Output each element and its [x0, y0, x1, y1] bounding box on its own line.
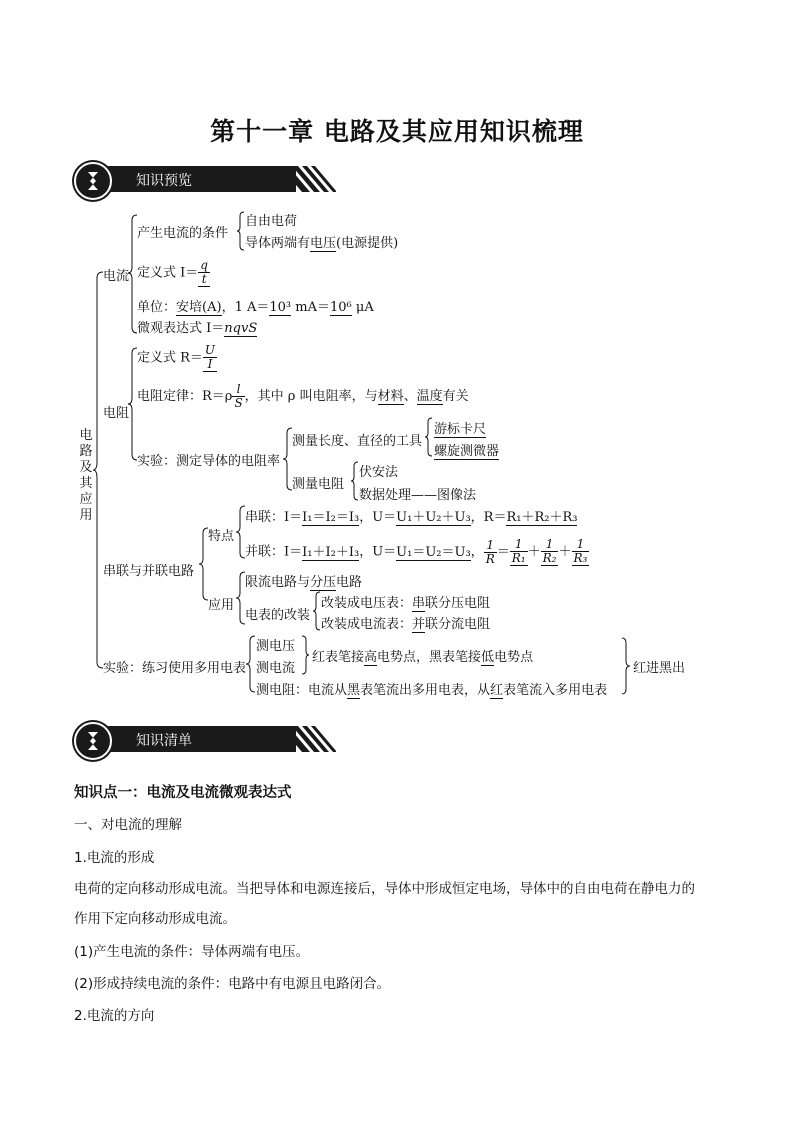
meter-summary: 红进黑出 — [633, 661, 686, 676]
node-current: 电流 — [103, 269, 130, 284]
meter-current: 测电流 — [256, 661, 296, 676]
paragraph-line: 电荷的定向移动形成电流。当把导体和电源连接后，导体中形成恒定电场，导体中的自由电荷在静电力的 — [74, 881, 695, 897]
node-multimeter: 实验：练习使用多用电表 — [103, 661, 247, 676]
app-meter-mod: 电表的改装 — [245, 608, 311, 623]
current-definition: 定义式 I＝ $\frac{q}{t}$ — [137, 258, 208, 286]
cond-voltage: 导体两端有电压(电源提供) — [245, 236, 399, 251]
meter-voltage: 测电压 — [256, 639, 296, 654]
parallel-rule: 并联：I＝I₁＋I₂＋I₃，U＝U₁＝U₂＝U₃， $\frac{1}{R}$ ＝ $\frac{1}{\text{R₁}}$ ＋ $\frac{1}{\text{R₂}}$ ＋ $\frac{1}{\text{R₃}}$ — [245, 537, 588, 566]
section-banner-list — [74, 722, 274, 758]
app-circuits: 限流电路与分压电路 — [245, 575, 363, 590]
logo-icon — [74, 162, 112, 200]
stripes-icon — [280, 726, 336, 752]
resistance-definition: 定义式 R＝ $\frac{U}{I}$ — [137, 343, 216, 371]
method-graph: 数据处理——图像法 — [359, 488, 477, 503]
resistance-experiment: 实验：测定导体的电阻率 — [137, 454, 281, 469]
banner-label: 知识预览 — [136, 173, 192, 189]
paragraph-line: 作用下定向移动形成电流。 — [74, 911, 236, 927]
map-root: 电路及其应用 — [79, 428, 93, 523]
meter-resistance: 测电阻：电流从黑表笔流出多用电表，从红表笔流入多用电表 — [256, 683, 608, 698]
current-condition: 产生电流的条件 — [137, 226, 229, 241]
node-resistance: 电阻 — [103, 406, 130, 421]
paragraph-title-1: 1.电流的形成 — [74, 850, 155, 866]
paragraph-title-2: 2.电流的方向 — [74, 1008, 155, 1024]
list-item: (2)形成持续电流的条件：电路中有电源且电路闭合。 — [74, 976, 391, 992]
method-voltammetry: 伏安法 — [359, 465, 399, 480]
measure-length: 测量长度、直径的工具 — [292, 434, 423, 449]
logo-icon — [74, 722, 112, 760]
current-micro: 微观表达式 I＝nqvS — [137, 321, 258, 336]
mod-ammeter: 改装成电流表：并联分流电阻 — [321, 617, 491, 632]
page-title: 第十一章 电路及其应用知识梳理 — [210, 117, 584, 146]
list-item: (1)产生电流的条件：导体两端有电压。 — [74, 944, 310, 960]
mod-voltmeter: 改装成电压表：串联分压电阻 — [321, 596, 491, 611]
series-rule: 串联：I＝I₁＝I₂＝I₃，U＝U₁＋U₂＋U₃，R＝R₁＋R₂＋R₃ — [245, 510, 578, 525]
tool-vernier: 游标卡尺 — [434, 422, 487, 437]
node-series-parallel: 串联与并联电路 — [103, 564, 195, 579]
stripes-icon — [280, 166, 336, 192]
banner-label: 知识清单 — [136, 733, 192, 749]
section-subheading: 一、对电流的理解 — [74, 817, 182, 833]
series-application: 应用 — [208, 598, 235, 613]
current-unit: 单位：安培(A)，1 A＝10³ mA＝10⁶ μA — [137, 300, 374, 315]
tool-micrometer: 螺旋测微器 — [434, 444, 500, 459]
measure-resistance: 测量电阻 — [292, 477, 345, 492]
series-feature: 特点 — [208, 529, 235, 544]
section-banner-preview — [74, 162, 274, 198]
meter-vi-rule: 红表笔接高电势点，黑表笔接低电势点 — [312, 650, 534, 665]
resistance-law: 电阻定律：R＝ρ $\frac{l}{S}$ ，其中 ρ 叫电阻率，与材料、温度有关 — [137, 382, 469, 410]
section-heading: 知识点一：电流及电流微观表达式 — [74, 785, 292, 801]
cond-free-charge: 自由电荷 — [245, 214, 298, 229]
